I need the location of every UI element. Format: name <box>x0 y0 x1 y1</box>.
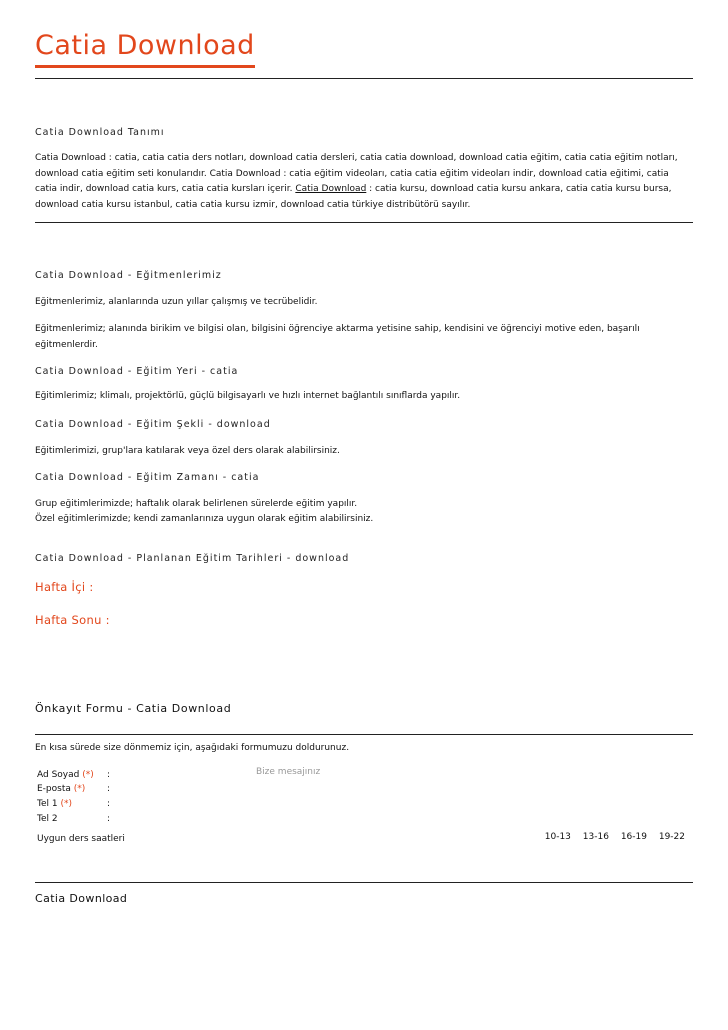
egitmen-paragraph-1: Eğitmenlerimiz, alanlarında uzun yıllar çalışmış ve tecrübelidir. <box>35 297 318 307</box>
form-row-email[interactable]: E-posta (*) : <box>37 784 111 794</box>
hour-option[interactable]: 19-22 <box>658 832 685 842</box>
tanim-paragraph <box>35 151 693 213</box>
form-row-name[interactable]: Ad Soyad (*) : <box>37 770 111 780</box>
section-heading-egitmen: Catia Download - Eğitmenlerimiz <box>35 270 222 281</box>
sekil-paragraph: Eğitimlerimizi, grup'lara katılarak veya özel ders olarak alabilirsiniz. <box>35 446 340 456</box>
message-textarea[interactable]: Bize mesajınız <box>256 767 321 777</box>
section-heading-sekil: Catia Download - Eğitim Şekli - download <box>35 419 271 430</box>
section-heading-tanim: Catia Download Tanımı <box>35 127 165 138</box>
tanim-text-start: Catia Download : catia, catia catia ders notları, download catia dersleri, catia catia download, download catia eğitim, catia catia eğitim notları, download catia eğitim seti konularıdır. Catia Download : catia eğitim videoları, catia catia eğitim videoları indir, download catia eğitimi, catia catia indir, download catia kurs, catia catia kursları içerir. <box>35 153 678 194</box>
field-label: Ad Soyad (*) <box>37 770 94 780</box>
divider <box>35 882 693 883</box>
hour-option[interactable]: 10-13 <box>544 832 571 842</box>
hour-option[interactable]: 13-16 <box>582 832 609 842</box>
section-heading-zaman: Catia Download - Eğitim Zamanı - catia <box>35 472 260 483</box>
site-title[interactable]: Catia Download <box>35 30 255 68</box>
hours-options[interactable] <box>536 832 685 842</box>
field-label: Tel 2 <box>37 814 58 824</box>
footer-text: Catia Download <box>35 892 128 905</box>
egitmen-paragraph-2: Eğitmenlerimiz; alanında birikim ve bilgisi olan, bilgisini öğrenciye aktarma yetisine sahip, kendisini ve öğrenciyi motive eden, başarılı eğitmenlerdir. <box>35 324 640 350</box>
field-label: E-posta (*) <box>37 784 86 794</box>
weekend-heading: Hafta Sonu : <box>35 613 110 627</box>
tanim-text-end: : catia kursu, download catia kursu ankara, catia catia kursu bursa, download catia kursu istanbul, catia catia kursu izmir, download catia türkiye distribütörü sayılır. <box>35 184 672 210</box>
zaman-paragraph-2: Özel eğitimlerimizde; kendi zamanlarınıza uygun olarak eğitim alabilirsiniz. <box>35 514 374 524</box>
catia-download-link[interactable]: Catia Download <box>295 184 367 194</box>
form-title: Önkayıt Formu - Catia Download <box>35 702 232 715</box>
hour-option[interactable]: 16-19 <box>620 832 647 842</box>
hours-label: Uygun ders saatleri <box>37 834 125 844</box>
divider <box>35 222 693 223</box>
field-label: Tel 1 (*) <box>37 799 72 809</box>
section-heading-yer: Catia Download - Eğitim Yeri - catia <box>35 366 239 377</box>
section-heading-tarih: Catia Download - Planlanan Eğitim Tarihleri - download <box>35 553 350 564</box>
zaman-paragraph-1: Grup eğitimlerimizde; haftalık olarak belirlenen sürelerde eğitim yapılır. <box>35 499 358 509</box>
divider <box>35 734 693 735</box>
divider <box>35 78 693 79</box>
form-row-tel1[interactable]: Tel 1 (*) : <box>37 799 111 809</box>
form-intro: En kısa sürede size dönmemiz için, aşağıdaki formumuzu doldurunuz. <box>35 743 350 753</box>
weekday-heading: Hafta İçi : <box>35 580 94 594</box>
yer-paragraph: Eğitimlerimiz; klimalı, projektörlü, güçlü bilgisayarlı ve hızlı internet bağlantılı sınıflarda yapılır. <box>35 391 461 401</box>
form-row-tel2[interactable]: Tel 2 : <box>37 814 111 824</box>
